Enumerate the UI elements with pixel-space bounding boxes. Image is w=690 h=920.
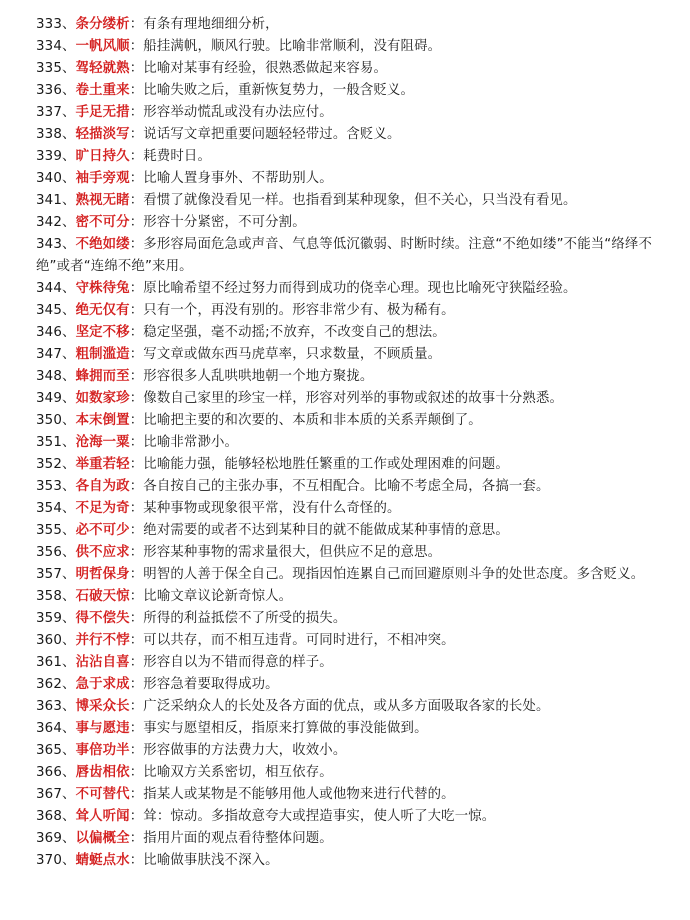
idiom-entry [36, 564, 668, 586]
idiom-definition: 比喻把主要的和次要的、本质和非本质的关系弄颠倒了。 [143, 413, 482, 428]
idiom-definition: 只有一个，再没有别的。形容非常少有、极为稀有。 [143, 303, 455, 318]
term-separator: ： [129, 17, 144, 32]
idiom-definition: 比喻做事肤浅不深入。 [143, 853, 279, 868]
entry-number: 333、 [36, 17, 76, 32]
entry-number: 336、 [36, 83, 76, 98]
idiom-definition: 耸：惊动。多指故意夸大或捏造事实，使人听了大吃一惊。 [143, 809, 496, 824]
idiom-entry [36, 454, 668, 476]
entry-number: 340、 [36, 171, 76, 186]
idiom-definition: 所得的利益抵偿不了所受的损失。 [143, 611, 347, 626]
term-separator: ： [129, 721, 144, 736]
idiom-term: 并行不悖 [75, 633, 130, 648]
term-separator: ： [129, 545, 144, 560]
idiom-term: 必不可少 [75, 523, 130, 538]
idiom-definition: 比喻失败之后，重新恢复势力，一般含贬义。 [143, 83, 415, 98]
idiom-term: 绝无仅有 [75, 303, 130, 318]
entry-number: 345、 [36, 303, 76, 318]
idiom-definition: 船挂满帆，顺风行驶。比喻非常顺利，没有阻碍。 [143, 39, 442, 54]
idiom-term: 粗制滥造 [75, 347, 130, 362]
idiom-definition: 形容做事的方法费力大，收效小。 [143, 743, 347, 758]
idiom-entry [36, 212, 668, 234]
idiom-entry [36, 300, 668, 322]
idiom-entry [36, 696, 668, 718]
idiom-entry [36, 366, 668, 388]
idiom-entry [36, 168, 668, 190]
idiom-term: 唇齿相依 [75, 765, 130, 780]
idiom-entry [36, 80, 668, 102]
idiom-definition: 形容举动慌乱或没有办法应付。 [143, 105, 333, 120]
idiom-term: 熟视无睹 [75, 193, 130, 208]
entry-number: 361、 [36, 655, 76, 670]
term-separator: ： [129, 391, 144, 406]
idiom-term: 一帆风顺 [75, 39, 130, 54]
idiom-entry [36, 190, 668, 212]
term-separator: ： [129, 413, 144, 428]
idiom-definition: 像数自己家里的珍宝一样，形容对列举的事物或叙述的故事十分熟悉。 [143, 391, 564, 406]
entry-number: 341、 [36, 193, 76, 208]
term-separator: ： [129, 369, 144, 384]
idiom-entry [36, 388, 668, 410]
idiom-term: 博采众长 [75, 699, 130, 714]
term-separator: ： [129, 809, 144, 824]
entry-number: 362、 [36, 677, 76, 692]
idiom-definition: 有条有理地细细分析， [143, 17, 279, 32]
idiom-entry [36, 124, 668, 146]
idiom-entry [36, 410, 668, 432]
idiom-term: 各自为政 [75, 479, 130, 494]
idiom-entry [36, 432, 668, 454]
idiom-term: 蜻蜓点水 [75, 853, 130, 868]
entry-number: 359、 [36, 611, 76, 626]
term-separator: ： [129, 655, 144, 670]
idiom-term: 卷土重来 [75, 83, 130, 98]
idiom-definition: 形容某种事物的需求量很大，但供应不足的意思。 [143, 545, 442, 560]
term-separator: ： [129, 457, 144, 472]
entry-number: 335、 [36, 61, 76, 76]
idiom-entry [36, 850, 668, 872]
idiom-definition: 某种事物或现象很平常，没有什么奇怪的。 [143, 501, 401, 516]
term-separator: ： [129, 633, 144, 648]
term-separator: ： [129, 281, 144, 296]
idiom-definition: 形容十分紧密，不可分割。 [143, 215, 306, 230]
term-separator: ： [129, 787, 144, 802]
idiom-definition: 形容自以为不错而得意的样子。 [143, 655, 333, 670]
idiom-term: 急于求成 [75, 677, 130, 692]
term-separator: ： [129, 149, 144, 164]
idiom-entry [36, 630, 668, 652]
term-separator: ： [129, 831, 144, 846]
term-separator: ： [129, 171, 144, 186]
idiom-entry [36, 344, 668, 366]
term-separator: ： [129, 611, 144, 626]
term-separator: ： [129, 325, 144, 340]
term-separator: ： [129, 677, 144, 692]
term-separator: ： [129, 765, 144, 780]
idiom-entry [36, 806, 668, 828]
entry-number: 347、 [36, 347, 76, 362]
entry-number: 348、 [36, 369, 76, 384]
idiom-definition: 各自按自己的主张办事，不互相配合。比喻不考虑全局，各搞一套。 [143, 479, 550, 494]
idiom-entry [36, 762, 668, 784]
idiom-term: 沾沾自喜 [75, 655, 130, 670]
idiom-definition: 耗费时日。 [143, 149, 211, 164]
idiom-term: 事倍功半 [75, 743, 130, 758]
idiom-definition: 多形容局面危急或声音、气息等低沉徽弱、时断时续。注意“不绝如缕”不能当“络绎不绝”或者“连绵不绝”来用。 [36, 237, 653, 274]
term-separator: ： [129, 61, 144, 76]
term-separator: ： [129, 303, 144, 318]
idiom-term: 条分缕析 [75, 17, 130, 32]
idiom-entry [36, 828, 668, 850]
idiom-term: 石破天惊 [75, 589, 130, 604]
idiom-definition: 原比喻希望不经过努力而得到成功的侥幸心理。现也比喻死守狭隘经验。 [143, 281, 577, 296]
idiom-definition: 比喻非常渺小。 [143, 435, 239, 450]
idiom-term: 不足为奇 [75, 501, 130, 516]
entry-number: 363、 [36, 699, 76, 714]
entry-number: 351、 [36, 435, 76, 450]
idiom-term: 旷日持久 [75, 149, 130, 164]
idiom-definition: 指用片面的观点看待整体问题。 [143, 831, 333, 846]
idiom-entry [36, 146, 668, 168]
idiom-term: 事与愿违 [75, 721, 130, 736]
idiom-entry [36, 476, 668, 498]
entry-number: 344、 [36, 281, 76, 296]
idiom-entry [36, 102, 668, 124]
idiom-term: 本末倒置 [75, 413, 130, 428]
entry-number: 342、 [36, 215, 76, 230]
term-separator: ： [129, 743, 144, 758]
idiom-definition: 广泛采纳众人的长处及各方面的优点，或从多方面吸取各家的长处。 [143, 699, 550, 714]
idiom-term: 轻描淡写 [75, 127, 130, 142]
idiom-term: 袖手旁观 [75, 171, 130, 186]
idiom-definition: 比喻对某事有经验，很熟悉做起来容易。 [143, 61, 388, 76]
idiom-definition: 形容很多人乱哄哄地朝一个地方聚拢。 [143, 369, 374, 384]
idiom-definition: 比喻双方关系密切，相互依存。 [143, 765, 333, 780]
idiom-definition: 比喻能力强，能够轻松地胜任繁重的工作或处理困难的问题。 [143, 457, 509, 472]
term-separator: ： [129, 523, 144, 538]
idiom-entry [36, 14, 668, 36]
idiom-term: 供不应求 [75, 545, 130, 560]
idiom-definition: 看惯了就像没看见一样。也指看到某种现象，但不关心，只当没有看见。 [143, 193, 577, 208]
idiom-definition: 明智的人善于保全自己。现指因怕连累自己而回避原则斗争的处世态度。多含贬义。 [143, 567, 645, 582]
idiom-term: 沧海一粟 [75, 435, 130, 450]
entry-number: 353、 [36, 479, 76, 494]
term-separator: ： [129, 83, 144, 98]
idiom-term: 密不可分 [75, 215, 130, 230]
term-separator: ： [129, 193, 144, 208]
idiom-entry [36, 278, 668, 300]
idiom-term: 驾轻就熟 [75, 61, 130, 76]
term-separator: ： [129, 127, 144, 142]
idiom-term: 耸人听闻 [75, 809, 130, 824]
idiom-term: 明哲保身 [75, 567, 130, 582]
entry-number: 358、 [36, 589, 76, 604]
idiom-definition: 形容急着要取得成功。 [143, 677, 279, 692]
idiom-definition: 可以共存，而不相互违背。可同时进行，不相冲突。 [143, 633, 455, 648]
entry-number: 356、 [36, 545, 76, 560]
entry-number: 365、 [36, 743, 76, 758]
entry-number: 337、 [36, 105, 76, 120]
entry-number: 339、 [36, 149, 76, 164]
entry-number: 346、 [36, 325, 76, 340]
term-separator: ： [129, 589, 144, 604]
idiom-term: 得不偿失 [75, 611, 130, 626]
idiom-entry [36, 740, 668, 762]
entry-number: 366、 [36, 765, 76, 780]
term-separator: ： [129, 347, 144, 362]
idiom-definition: 比喻人置身事外、不帮助别人。 [143, 171, 333, 186]
idiom-definition: 说话写文章把重要问题轻轻带过。含贬义。 [143, 127, 401, 142]
entry-number: 350、 [36, 413, 76, 428]
term-separator: ： [129, 435, 144, 450]
term-separator: ： [129, 699, 144, 714]
term-separator: ： [129, 215, 144, 230]
entry-number: 334、 [36, 39, 76, 54]
term-separator: ： [129, 479, 144, 494]
term-separator: ： [129, 567, 144, 582]
idiom-definition: 绝对需要的或者不达到某种目的就不能做成某种事情的意思。 [143, 523, 509, 538]
term-separator: ： [129, 39, 144, 54]
entry-number: 367、 [36, 787, 76, 802]
idiom-term: 以偏概全 [75, 831, 130, 846]
idiom-term: 蜂拥而至 [75, 369, 130, 384]
idiom-entry [36, 542, 668, 564]
idiom-term: 不可替代 [75, 787, 130, 802]
entry-number: 338、 [36, 127, 76, 142]
entry-number: 369、 [36, 831, 76, 846]
term-separator: ： [129, 237, 144, 252]
idiom-definition: 比喻文章议论新奇惊人。 [143, 589, 293, 604]
idiom-entry [36, 36, 668, 58]
idiom-entry [36, 498, 668, 520]
idiom-definition: 指某人或某物是不能够用他人或他物来进行代替的。 [143, 787, 455, 802]
idiom-entry [36, 234, 668, 278]
idiom-entry [36, 608, 668, 630]
term-separator: ： [129, 105, 144, 120]
entry-number: 357、 [36, 567, 76, 582]
term-separator: ： [129, 853, 144, 868]
idiom-term: 手足无措 [75, 105, 130, 120]
entry-number: 370、 [36, 853, 76, 868]
idiom-definition: 事实与愿望相反，指原来打算做的事没能做到。 [143, 721, 428, 736]
term-separator: ： [129, 501, 144, 516]
idiom-definition: 写文章或做东西马虎草率，只求数量，不顾质量。 [143, 347, 442, 362]
idiom-term: 不绝如缕 [75, 237, 130, 252]
idiom-entry [36, 718, 668, 740]
entry-number: 355、 [36, 523, 76, 538]
idiom-entry [36, 674, 668, 696]
idiom-term: 如数家珍 [75, 391, 130, 406]
entry-number: 343、 [36, 237, 76, 252]
idiom-entry [36, 784, 668, 806]
idiom-term: 守株待兔 [75, 281, 130, 296]
idiom-definition: 稳定坚强，毫不动摇;不放弃，不改变自己的想法。 [143, 325, 446, 340]
idiom-term: 坚定不移 [75, 325, 130, 340]
idiom-entry [36, 586, 668, 608]
idiom-entry [36, 322, 668, 344]
entry-number: 354、 [36, 501, 76, 516]
idiom-entry [36, 58, 668, 80]
entry-number: 352、 [36, 457, 76, 472]
entry-number: 368、 [36, 809, 76, 824]
idiom-term: 举重若轻 [75, 457, 130, 472]
idiom-entry [36, 652, 668, 674]
entry-number: 349、 [36, 391, 76, 406]
entry-number: 360、 [36, 633, 76, 648]
entry-number: 364、 [36, 721, 76, 736]
idiom-entry [36, 520, 668, 542]
